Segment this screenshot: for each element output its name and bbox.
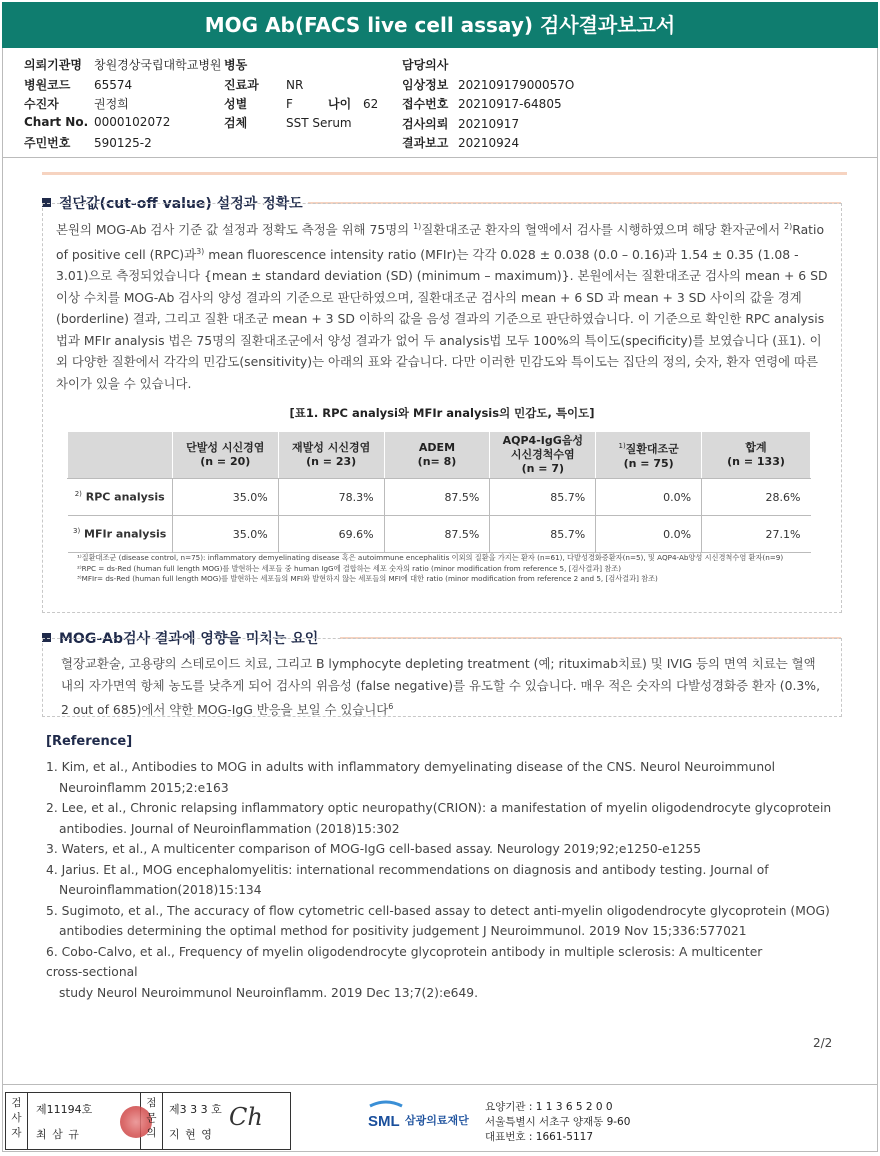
text-run: 본원의 MOG-Ab 검사 기준 값 설정과 정확도 측정을 위해 75명의 — [56, 222, 414, 238]
reference-item — [46, 901, 836, 942]
reference-list — [46, 757, 836, 1003]
footnote-ref: 3) — [73, 527, 81, 536]
footnote: ¹⁾질환대조군 (disease control, n=75): inflammatory demyelinating disease 혹은 autoimmune encephalitis 이외의 질환을 가지는 환자 (n=61), 다발성경화증환자(n=5), 및 AQP4-Ab양성 시신경척수염 환자(n=9) — [77, 553, 784, 562]
table-corner — [68, 432, 173, 479]
info-c2-field-2 — [224, 95, 293, 112]
info-c2-field-0 — [224, 56, 286, 73]
org-info: 요양기관 : 1 1 3 6 5 2 0 0 서울특별시 서초구 양재동 9-60 대표번호 : 1661-5117 — [485, 1101, 631, 1143]
vert-char: 검 — [11, 1097, 22, 1109]
column-header-2 — [384, 432, 490, 479]
row-label — [68, 516, 173, 553]
header-line: (n = 75) — [623, 456, 674, 470]
svg-text:SML: SML — [368, 1113, 400, 1130]
section-cutoff-text — [56, 216, 832, 394]
field-label: 접수번호 — [402, 97, 449, 111]
table-cell: 78.3% — [278, 479, 384, 516]
column-header-1 — [278, 432, 384, 479]
footnote-ref: 2) — [74, 490, 82, 499]
header-line — [598, 439, 699, 457]
info-c1-field-3 — [24, 115, 170, 129]
reference-item — [46, 860, 836, 901]
reference-line: 6. Cobo-Calvo, et al., Frequency of myelin oligodendrocyte glycoprotein antibody in multiple sclerosis: A multicenter — [46, 944, 763, 959]
header-text: 재발성 시신경염 — [292, 441, 371, 454]
table-row — [68, 516, 811, 553]
field-label: 병동 — [224, 58, 248, 72]
column-header-4 — [596, 432, 702, 479]
field-value: 20210924 — [458, 136, 520, 150]
section-cutoff-heading: 절단값(cut-off value) 설정과 정확도 — [42, 193, 303, 213]
reference-heading: [Reference] — [46, 734, 133, 749]
age-field: 나이 62 — [328, 97, 379, 111]
reference-item — [46, 839, 836, 860]
sensitivity-table — [67, 431, 811, 553]
table-cell: 87.5% — [384, 516, 490, 553]
row-label-text: RPC analysis — [85, 490, 165, 504]
table-cell: 87.5% — [384, 479, 490, 516]
reference-line: antibodies. Journal of Neuroinflammation (2018)15:302 — [59, 821, 400, 836]
field-label: 병원코드 — [24, 77, 71, 92]
info-c3-field-4 — [402, 134, 519, 151]
field-value: 창원경상국립대학교병원 — [94, 58, 222, 72]
field-value: 권정희 — [94, 97, 129, 111]
table-cell: 85.7% — [490, 516, 596, 553]
vert-char: 자 — [11, 1127, 22, 1139]
reference-line: 2. Lee, et al., Chronic relapsing inflammatory optic neuropathy(CRION): a manifestation of myelin oligodendrocyte glycoprotein — [46, 801, 832, 815]
text-run: Ratio of positive cell (RPC)과 — [56, 222, 825, 262]
table-cell: 28.6% — [702, 479, 811, 516]
info-c1-field-4 — [24, 134, 152, 151]
table-cell: 85.7% — [490, 479, 596, 516]
field-value: SST Serum — [286, 115, 352, 130]
inspector-license: 제11194호 — [36, 1103, 93, 1116]
reference-line: cross-sectional — [46, 965, 138, 979]
info-c2-field-1 — [224, 76, 303, 93]
header-text: AQP4-IgG음성 — [502, 434, 584, 447]
column-header-3 — [490, 432, 596, 479]
text-run: 혈장교환술, 고용량의 스테로이드 치료, 그리고 B lymphocyte depleting treatment (예; rituximab치료) 및 IVIG 등의 면역 치료는 혈액 내의 자가면역 항체 농도를 낮추게 되어 검사의 위음성 (false negative)를 유도할 수 있습니다. 매우 적은 숫자의 다발성경화증 환자 (0.3%, 2 out of 685)에서 약한 MOG-IgG 반응을 보일 수 있습니다 — [61, 656, 821, 718]
field-label: 검사의뢰 — [402, 116, 449, 131]
inspector-name: 최 삼 규 — [36, 1128, 80, 1141]
header-text: 단발성 시신경염 — [186, 441, 265, 454]
field-label: 결과보고 — [402, 136, 449, 150]
footnote-ref: 3) — [196, 246, 205, 256]
signature-box — [5, 1092, 291, 1150]
header-line: (n = 7) — [521, 462, 565, 475]
reference-line: 5. Sugimoto, et al., The accuracy of flow cytometric cell-based assay to detect anti-myelin oligodendrocyte glycoprotein (MOG) — [46, 903, 830, 918]
footer-divider — [2, 1084, 878, 1085]
reference-line: Neuroinflamm 2015;2:e163 — [59, 780, 229, 795]
field-label: 수진자 — [24, 97, 59, 111]
info-c3-field-0 — [402, 56, 458, 73]
header-line: (n = 133) — [727, 455, 785, 468]
page-number: 2/2 — [813, 1036, 833, 1050]
field-value: 590125-2 — [94, 136, 152, 150]
header-text: 질환대조군 — [625, 442, 679, 456]
header-line — [704, 441, 808, 455]
header-line — [175, 441, 276, 455]
logo-swoosh-icon — [366, 1100, 406, 1136]
report-title: MOG Ab(FACS live cell assay) 검사결과보고서 — [2, 2, 878, 48]
section-factors-text — [61, 653, 831, 721]
signature-mark: Ch — [229, 1103, 263, 1131]
field-label: Chart No. — [24, 114, 89, 129]
info-c3-field-3 — [402, 115, 519, 132]
table-cell: 69.6% — [278, 516, 384, 553]
reviewer-cell — [163, 1093, 290, 1149]
accent-divider — [42, 172, 847, 175]
text-run: 질환대조군 환자의 혈액에서 검사를 시행하였으며 해당 환자군에서 — [421, 222, 785, 238]
reference-line: antibodies determining the optimal method for positivity judgement J Neuroimmunol. 2019 Nov 15;336:577021 — [59, 924, 747, 938]
field-label: 성별 — [224, 97, 248, 111]
info-c3-field-1 — [402, 76, 574, 93]
row-label-text: MFIr analysis — [84, 527, 167, 541]
field-value: F — [286, 97, 293, 111]
vert-char: 점 — [146, 1097, 157, 1109]
reference-line: Neuroinflammation(2018)15:134 — [59, 883, 262, 897]
text-run: mean fluorescence intensity ratio (MFIr)는 각각 0.028 ± 0.038 (0.0 – 0.16)과 1.54 ± 0.35 (1.08 - 3.01)으로 측정되었습니다 {mean ± standard deviation (SD) (minimum – maximum)}. 본원에서는 질환대조군 검사의 mean + 6 SD 이상 수치를 MOG-Ab 검사의 양성 결과의 기준으로 판단하였으며, 질환대조군 검사의 mean + 6 SD 과 mean + 3 SD 사이의 값을 경계 (borderline) 결과, 그리고 질환 대조군 mean + 3 SD 이하의 값을 음성 결과의 기준으로 판단하였습니다. 이 기준으로 확인한 RPC analysis 법과 MFIr analysis 법은 75명의 질환대조군에서 양성 결과가 없어 두 analysis법 모두 100%의 특이도(specificity)를 보였습니다 (표1). 이 외 다양한 질환에서 각각의 민감도(sensitivity)는 아래의 표와 같습니다. 다만 이러한 민감도와 특이도는 집단의 정의, 숫자, 환자 연령에 따른 차이가 있을 수 있습니다. — [56, 246, 828, 391]
table-cell: 0.0% — [596, 479, 702, 516]
vert-char: 문 — [146, 1112, 157, 1124]
header-line — [387, 441, 488, 455]
field-label: 검체 — [224, 115, 248, 130]
table-cell: 35.0% — [172, 479, 278, 516]
vert-char: 의 — [146, 1127, 157, 1139]
field-label: 주민번호 — [24, 136, 71, 150]
header-text: 합계 — [745, 441, 767, 454]
reference-item — [46, 757, 836, 798]
reference-item — [46, 798, 836, 839]
header-line — [492, 434, 593, 448]
footnote: ³⁾MFIr= ds-Red (human full length MOG)를 발현하는 세포들의 MFI와 발현하지 않는 세포들의 MFI에 대한 ratio (minor modification from reference 2 and 5, [검사결과] 참조) — [77, 574, 658, 583]
reference-line: 4. Jarius. Et al., MOG encephalomyelitis: international recommendations on diagnosis and antibody testing. Journal of — [46, 862, 769, 877]
header-divider — [2, 157, 878, 158]
sml-logo — [366, 1100, 406, 1140]
table-cell: 0.0% — [596, 516, 702, 553]
org-name: 삼광의료재단 — [405, 1114, 469, 1127]
row-label — [68, 479, 173, 516]
header-line: (n= 8) — [417, 455, 457, 468]
field-value: 20210917900057O — [458, 77, 575, 92]
inspector-cell — [28, 1093, 141, 1149]
field-value: 20210917-64805 — [458, 97, 562, 111]
reference-line: study Neurol Neuroimmunol Neuroinflamm. 2019 Dec 13;7(2):e649. — [59, 985, 479, 1000]
header-text: ADEM — [418, 441, 456, 454]
reviewer-vert-label — [141, 1093, 163, 1149]
vert-char: 사 — [11, 1112, 22, 1124]
info-c1-field-0 — [24, 56, 222, 73]
field-value: 0000102072 — [94, 114, 171, 129]
reviewer-license: 제3 3 3 호 — [169, 1103, 222, 1116]
header-line: (n = 20) — [200, 455, 251, 468]
field-value: 65574 — [94, 77, 133, 92]
header-line: (n = 23) — [306, 455, 357, 468]
info-c1-field-1 — [24, 76, 132, 93]
footnote-ref: 6 — [388, 702, 394, 711]
table-footnotes — [77, 553, 822, 585]
info-c3-field-2 — [402, 95, 562, 112]
header-line: 시신경척수염 — [510, 448, 575, 461]
info-c2-field-3 — [224, 114, 352, 131]
field-value: 20210917 — [458, 116, 520, 131]
footnote-ref: 2) — [784, 222, 793, 231]
field-label: 진료과 — [224, 77, 259, 92]
reference-line: 1. Kim, et al., Antibodies to MOG in adults with inflammatory demyelinating disease of the CNS. Neurol Neuroimmunol — [46, 760, 776, 774]
footnote-ref: 1) — [413, 222, 422, 231]
table-caption: [표1. RPC analysi와 MFIr analysis의 민감도, 특이도] — [289, 406, 595, 420]
table-row — [68, 479, 811, 516]
field-label: 임상정보 — [402, 77, 449, 92]
footnote: ²⁾RPC = ds-Red (human full length MOG)를 발현하는 세포들 중 human IgG에 결합하는 세포 숫자의 ratio (minor modification from reference 5, [검사결과] 참조) — [77, 563, 622, 573]
reference-line: 3. Waters, et al., A multicenter comparison of MOG-IgG cell-based assay. Neurology 2019;92;e1250-e1255 — [46, 842, 702, 856]
table-cell: 27.1% — [702, 516, 811, 553]
field-value: NR — [286, 77, 304, 92]
column-header-5 — [702, 432, 811, 479]
inspector-vert-label — [6, 1093, 28, 1149]
footnote-ref: 1) — [618, 442, 626, 451]
header-line — [281, 441, 382, 455]
reviewer-name: 지 현 영 — [169, 1128, 213, 1141]
column-header-0 — [172, 432, 278, 479]
field-label: 담당의사 — [402, 58, 449, 72]
reference-item — [46, 942, 836, 1004]
table-cell: 35.0% — [172, 516, 278, 553]
section-factors-heading: MOG-Ab검사 결과에 영향을 미치는 요인 — [42, 628, 318, 648]
field-label: 의뢰기관명 — [24, 58, 82, 72]
info-c1-field-2 — [24, 95, 129, 112]
